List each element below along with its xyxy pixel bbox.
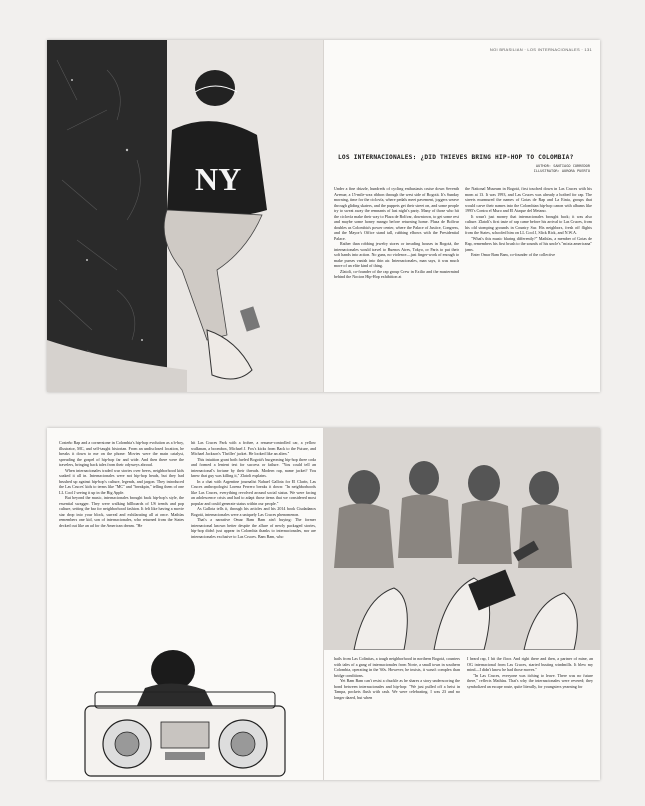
article-credits [534,164,590,173]
text-column-2 [465,186,592,388]
illustration-graffiti-writer [47,40,323,392]
paragraph: In a chat with Argentine journalist Nahuel Gallota for El Clarín, Las Cruces anthropologist Lorena Ferrero breaks it down: "In neighborhoods like Las Cruces, everything revolved around social status. We were facing an adolescence crisis and had to adapt those items that we considered most popular and could generate status within our people." [191,478,316,506]
text-column-6 [467,656,593,776]
paragraph: hails from Las Colinitas, a tough neighborhood in northern Bogotá, counters with tales of a gang of internacionales from Norte, a small town in southern Colombia, operating in the '60s. However, he insists, it wasn't complex than bridge conditions. [334,656,460,678]
paragraph: It wasn't just money that internacionales brought back; it was also culture. Zlatoli's first taste of rap came before his arrival to Las Cruces, from his old stomping grounds in Country Sur. His neighbors, fresh off flights from the States, schooled him on LL Cool J, Slick Rick, and N.W.A. [465,213,592,235]
illustration-graffiti-writer-drawing [47,40,323,392]
paragraph: This intuition grant both fueled Bogotá's burgeoning hip-hop three coda and formed a lenient test for success or failure. "You could tell an internacional's fortune by their threads. Modern rap, name jacket? You knew that guy was killing it," Zlatoli explains. [191,456,316,478]
paragraph: Enter Omar Bam Bam, co-founder of the collective [471,252,556,257]
paragraph: Rather than robbing jewelry stores or invading houses in Bogotá, the internacionales would travel to Buenos Aires, Tokyo, or Paris to put their soft hands into action. No guns, no violence—just finger-work of enough to make purses vanish into thin air. Internacionales, man says, it was much more of an elite kind of thing. [334,241,459,268]
paragraph: hit Las Cruces Park with a frohee, a resume-controlled car, a yellow walkman, a boombox, Michael J. Fox's kicks from Back to the Future, and Michael Jackson's 'Thriller' jacket. He looked like an alien." [191,440,316,456]
illustrator-credit: ILLUSTRATOR: AURORA PUERTO [533,168,590,173]
paragraph: Zlatoli, co-founder of the rap group Crew in Exilio and the mastermind behind the Nocion Hip-Hop exhibition at [334,268,459,279]
svg-text:NY: NY [195,161,242,197]
illustration-boombox [55,648,317,778]
paragraph: Yet Bam Bam can't resist a chuckle as he shares a story underscoring the bond between internacionales and hip-hop: "We just pulled off a heist in Tampa, pockets flush with cash. We were celebrating. I was 23 and no longer dazed, but when [334,678,460,700]
paragraph: When internacionales traded war stories over beers, neighborhood kids soaked it all in. Internacionales were not hip-hop heads, but they had brushed up against hip-hop's culture, legends, and jargon. They introduced the Las Cruces' kids to terms like "MC" and "breakpin," telling them of one LL Cool J seeing it up in the Big Apple. [59,467,184,495]
author-credit: AUTHOR: SANTIAGO CORREDOR [535,164,590,168]
paragraph: But beyond the music, internacionales brought back hip-hop's style, the essential swagger. They were walking billboards of US trends and pop culture, setting the bar for neighborhood fashion. It felt like having a movie star drop into your block, surreal and exhilarating all at once. Mathías remembers one kid, son of internacionales, who returned from the States decked out like an ad for the American dream. "He [59,495,184,528]
illustration-boombox-drawing [55,648,317,778]
paragraph: I heard rap, I hit the floor. And right there and then, a partner of mine, an OG internacional from Las Cruces, started busting windmills. It blew my mind—I didn't know he had those moves." [467,656,593,672]
paragraph: Under a fine drizzle, hundreds of cycling enthusiasts cruise down Seventh Avenue, a 15-mile-wax ribbon through the west side of Bogotá. It's Sunday morning, time for the ciclovía, where pedals meet pavement, joggers weave through gliding skaters, and the puppets get their street on, and some people try to sweat away the remnants of last night's party. Many of those who hit the ciclovía make their way to Plaza de Bolívar, downtown, to get some rest and maybe some honey mango before returning home. Plaza de Bolívar doubles as Colombia's power center, where the Palace of Justice, Congress, and the Mayor's Office stand tall, rubbing elbows with the Presidential Palace. [334,186,459,241]
illustration-crowd [324,428,600,650]
bottom-spread [47,428,600,780]
text-column-1 [334,186,459,388]
text-column-5 [334,656,460,776]
paragraph: As Gallota tells it, through his articles and his 2014 book Ciudadanos Bogotá, internacionales were a uniquely Las Cruces phenomenon. [191,506,316,517]
text-column-3 [59,440,184,666]
paragraph: "What's this music blaring differently?" Mathías, a member of Gotas de Rap, remembers his first brush to the sounds of his uncle's "mixta americana" jams. [465,235,592,252]
illustration-crowd-drawing [324,428,600,650]
paragraph: "In Las Cruces, everyone was itching to leave. There was no future there," reflects Mathías. That's why the internacionales were revered; they symbolized an escape route, quite literally, for youngsters yearning for [467,672,593,689]
gutter [323,40,324,392]
paragraph: the National Museum in Bogotá, first touched down in Las Cruces with his mom at 13. It was 1993, and Las Cruces was already a hotbed for rap. The streets murmured the names of Gotas de Rap and La Etnia, groups that would carve their names into the Colombian hip-hop canon with albums like 1995's Contra el Muro and El Ataque del Metano. [465,186,592,213]
top-spread [47,40,600,392]
paragraph: Costeño Rap and a cornerstone in Colombia's hip-hop evolution as a b-boy, illustrator, MC, and self-taught historian. From an undisclosed location, he breaks it down to me on the phone: Movies were the main catalyst, spreading the gospel of hip-hop far and wide. And then there were the travelers, bringing back tales from their odysseys abroad. [59,440,184,467]
paragraph: That's a narrative Omar Bam Bam ain't buying: The former internacional known better despite the allure of newly packaged stories, hip-hop didn't just appear in Colombia thanks to internacionales, nor are internacionales exclusive to Las Cruces. Bam Bam, who [191,517,316,539]
running-head: NOI BRASILIAN · LOS INTERNACIONALES · 131 [489,47,592,52]
article-title: LOS INTERNACIONALES: ¿DID THIEVES BRING HIP-HOP TO COLOMBIA? [338,154,574,161]
text-column-4 [191,440,316,646]
